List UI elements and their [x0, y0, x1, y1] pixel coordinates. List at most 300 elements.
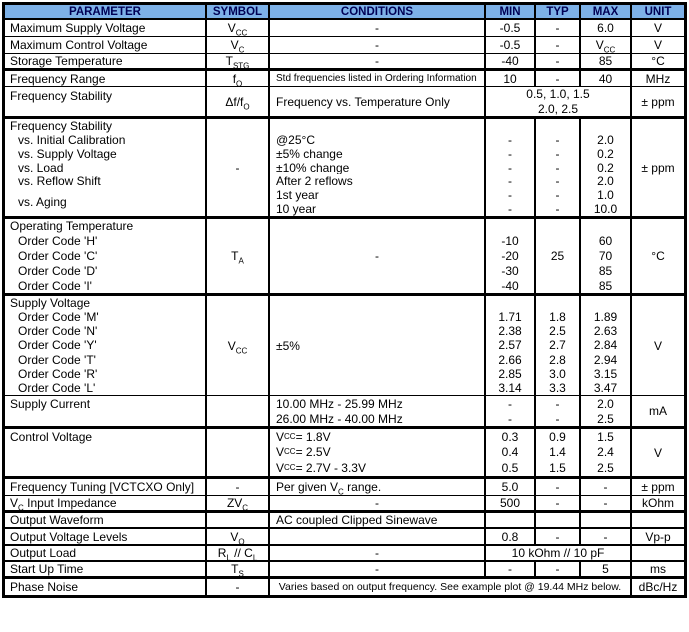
min-line: -30	[501, 263, 519, 278]
min-line: -20	[501, 248, 519, 263]
param-line: vs. Load	[18, 160, 64, 175]
param-label: Output Voltage Levels	[10, 529, 128, 544]
min-line: -	[508, 174, 512, 189]
typ-cell	[536, 513, 581, 527]
min-line: -	[508, 160, 512, 175]
symbol-sub: O	[243, 101, 250, 111]
param-cell	[5, 20, 207, 36]
symbol-cell	[207, 546, 270, 560]
unit-label: ± ppm	[641, 160, 675, 175]
unit-label: V	[653, 38, 662, 52]
min-cell	[486, 529, 536, 544]
unit-label: mA	[649, 404, 667, 418]
section-title: Operating Temperature	[10, 219, 134, 234]
cond-line: @25°C	[276, 132, 315, 147]
min-value: 500	[499, 496, 521, 510]
param-label: Supply Current	[10, 396, 91, 411]
max-cell	[581, 513, 632, 527]
typ-cell	[536, 479, 581, 495]
section-supply-voltage	[5, 296, 684, 396]
symbol-cell	[207, 496, 270, 510]
min-line: -	[508, 202, 512, 216]
row-max-control-voltage	[5, 37, 684, 54]
header-parameter	[5, 5, 207, 18]
param-label: Storage Temperature	[10, 54, 123, 68]
max-lines	[581, 296, 630, 395]
cond-line: V CC = 2.7V - 3.3V	[276, 461, 366, 476]
typ-value: -	[555, 496, 560, 510]
max-value: 40	[598, 71, 613, 86]
conditions-cell	[270, 87, 486, 116]
max-line: 1.89	[593, 310, 618, 325]
typ-cell	[536, 71, 581, 86]
max-value: 85	[598, 54, 613, 68]
stability-values-line2: 2.0, 2.5	[537, 101, 579, 116]
stability-values-line1: 0.5, 1.0, 1.5	[526, 87, 590, 102]
param-label: Output Waveform	[10, 513, 104, 527]
param-cell	[5, 429, 207, 476]
symbol-mid: // C	[230, 546, 253, 560]
max-cell	[581, 496, 632, 510]
param-line	[5, 460, 205, 476]
typ-cell	[536, 429, 581, 476]
min-line: -	[508, 188, 512, 203]
max-cell	[581, 479, 632, 495]
symbol-label	[231, 249, 244, 266]
typ-cell	[536, 496, 581, 510]
min-value: 5.0	[501, 480, 519, 494]
max-line	[581, 296, 630, 310]
unit-cell	[632, 219, 684, 293]
min-value: -40	[501, 54, 519, 68]
min-cell	[486, 396, 536, 426]
unit-cell	[632, 429, 684, 476]
max-cell	[581, 529, 632, 544]
typ-line	[536, 119, 579, 133]
conditions-cell	[270, 529, 486, 544]
unit-label: ms	[650, 562, 666, 576]
typ-line: 3.3	[549, 380, 566, 395]
unit-label: °C	[651, 54, 665, 68]
min-cell	[486, 119, 536, 216]
typ-line: 2.5	[549, 324, 566, 339]
unit-cell	[632, 479, 684, 495]
min-lines	[486, 429, 534, 476]
typ-line: -	[555, 202, 560, 216]
param-lines	[5, 429, 205, 476]
typ-value: 25	[550, 249, 565, 263]
param-rest: Input Impedance	[23, 496, 117, 510]
cond-sub: C	[338, 487, 344, 495]
row-output-voltage-levels	[5, 529, 684, 546]
typ-line: 1.8	[549, 310, 566, 325]
symbol-base: ZV	[226, 496, 243, 510]
symbol-label	[226, 54, 250, 68]
param-line: Order Code 'M'	[18, 310, 99, 325]
header-min-label: MIN	[499, 5, 521, 18]
conditions-label: -	[375, 496, 379, 510]
param-line: Order Code 'L'	[18, 380, 96, 395]
min-value: -0.5	[499, 21, 521, 35]
min-cell	[486, 37, 536, 53]
conditions-cell	[270, 219, 486, 293]
symbol-label: -	[235, 160, 240, 175]
header-unit	[632, 5, 684, 18]
symbol-label	[230, 530, 244, 544]
cond-line: ±5% change	[276, 146, 343, 161]
param-label: Frequency Tuning [VCTCXO Only]	[10, 480, 195, 494]
unit-label: ± ppm	[641, 94, 675, 109]
symbol-base: Δf/f	[225, 94, 244, 109]
param-cell	[5, 396, 207, 426]
conditions-label: -	[375, 249, 379, 263]
header-symbol-label: SYMBOL	[212, 5, 263, 18]
typ-value: -	[555, 21, 560, 35]
unit-cell	[632, 546, 684, 560]
unit-cell	[632, 496, 684, 510]
conditions-cell	[270, 20, 486, 36]
conditions-cell	[270, 119, 486, 216]
cond-line: 1st year	[276, 188, 319, 203]
cond-base: V	[276, 445, 285, 460]
header-typ	[536, 5, 581, 18]
header-max	[581, 5, 632, 18]
unit-label: dBc/Hz	[638, 580, 678, 594]
cond-line: ±10% change	[276, 160, 350, 175]
section-title: Frequency Stability	[10, 119, 113, 133]
param-line: Order Code 'H'	[18, 234, 98, 249]
symbol-cell	[207, 396, 270, 426]
min-cell	[486, 20, 536, 36]
param-cell	[5, 562, 207, 576]
typ-cell	[536, 219, 581, 293]
min-cell	[486, 429, 536, 476]
min-line: -10	[501, 234, 519, 249]
unit-cell	[632, 87, 684, 116]
typ-line: -	[555, 188, 560, 203]
min-value: -0.5	[499, 38, 521, 52]
param-cell	[5, 513, 207, 527]
typ-lines	[536, 396, 579, 426]
max-line: 85	[598, 278, 613, 293]
typ-line: 1.4	[549, 445, 566, 460]
min-value: 10	[503, 71, 517, 86]
param-lines	[5, 396, 205, 426]
symbol-base: T	[231, 249, 239, 263]
min-line	[486, 119, 534, 133]
max-value: -	[603, 529, 608, 544]
conditions-cell	[270, 546, 486, 560]
row-storage-temperature	[5, 54, 684, 71]
max-line: 2.0	[597, 396, 614, 411]
unit-cell	[632, 529, 684, 544]
conditions-cell	[270, 513, 486, 527]
param-label	[10, 496, 117, 510]
typ-line: -	[555, 411, 560, 426]
row-start-up-time	[5, 562, 684, 579]
unit-label: °C	[651, 249, 665, 263]
param-line: Order Code 'N'	[18, 324, 98, 339]
symbol-cell	[207, 562, 270, 576]
param-line	[5, 445, 205, 461]
max-value: 5	[602, 562, 609, 576]
header-conditions-label: CONDITIONS	[340, 5, 414, 18]
min-line: 0.5	[501, 461, 519, 476]
symbol-sub: CC	[235, 28, 248, 36]
param-cell	[5, 54, 207, 68]
param-line: vs. Supply Voltage	[18, 146, 117, 161]
condition-lines	[270, 429, 484, 476]
typ-cell	[536, 396, 581, 426]
max-line: 2.0	[597, 174, 614, 189]
cond-line: After 2 reflows	[276, 174, 353, 189]
header-symbol	[207, 5, 270, 18]
max-value: -	[603, 496, 608, 510]
conditions-cell	[270, 479, 486, 495]
symbol-sub: C	[242, 503, 249, 510]
symbol-cell	[207, 513, 270, 527]
min-line: -	[508, 132, 512, 147]
typ-cell	[536, 119, 581, 216]
conditions-cell	[270, 429, 486, 476]
min-line	[486, 219, 534, 234]
symbol-label	[231, 38, 245, 52]
section-title: Supply Voltage	[10, 296, 91, 311]
symbol-cell	[207, 71, 270, 86]
typ-line: -	[555, 132, 560, 147]
unit-cell	[632, 579, 684, 595]
max-line	[581, 119, 630, 133]
section-frequency-stability-vs	[5, 119, 684, 219]
param-cell	[5, 479, 207, 495]
min-line: 2.85	[498, 366, 522, 381]
max-line: 3.15	[593, 366, 618, 381]
max-cell	[581, 396, 632, 426]
param-base: V	[10, 496, 19, 510]
table-header-row	[5, 5, 684, 20]
max-line: 2.5	[597, 461, 614, 476]
cond-line: 10 year	[276, 202, 317, 216]
param-cell	[5, 579, 207, 595]
max-line	[581, 219, 630, 234]
cond-line: 10.00 MHz - 25.99 MHz	[276, 396, 403, 411]
max-line: 3.47	[593, 380, 618, 395]
cond-base: Per given V	[276, 480, 339, 494]
conditions-label: Varies based on output frequency. See example plot @ 19.44 MHz below.	[278, 581, 622, 593]
cond-line: V CC = 1.8V	[276, 429, 331, 444]
row-max-supply-voltage	[5, 20, 684, 37]
symbol-sub: O	[236, 78, 243, 86]
param-line: vs. Reflow Shift	[18, 174, 101, 189]
merged-value: 10 kOhm // 10 pF	[511, 546, 605, 560]
max-line: 1.0	[597, 188, 614, 203]
conditions-label	[276, 480, 381, 494]
min-line: -	[508, 146, 512, 161]
symbol-cell	[207, 54, 270, 68]
cond-line: V CC = 2.5V	[276, 445, 331, 460]
param-line: Order Code 'I'	[18, 278, 92, 293]
min-cell	[486, 513, 536, 527]
symbol-base: V	[227, 21, 236, 35]
max-cell	[581, 37, 632, 53]
param-cell	[5, 71, 207, 86]
max-lines	[581, 219, 630, 293]
header-max-label: MAX	[592, 5, 619, 18]
max-cell	[581, 54, 632, 68]
conditions-cell	[270, 54, 486, 68]
unit-cell	[632, 513, 684, 527]
section-operating-temperature	[5, 219, 684, 296]
min-value: -	[508, 562, 512, 576]
symbol-cell	[207, 219, 270, 293]
param-cell	[5, 219, 207, 293]
row-frequency-tuning	[5, 479, 684, 496]
conditions-label: ±5%	[276, 338, 300, 353]
unit-label: V	[653, 445, 662, 460]
max-cell	[581, 71, 632, 86]
min-line: 2.66	[498, 352, 522, 367]
param-label: Maximum Control Voltage	[10, 38, 148, 52]
symbol-label: -	[235, 580, 240, 594]
param-line: Order Code 'D'	[18, 263, 98, 278]
symbol-sub: A	[238, 256, 244, 266]
max-lines	[581, 119, 630, 216]
unit-label: Vp-p	[645, 529, 671, 544]
min-cell	[486, 296, 536, 395]
max-line: 0.2	[597, 160, 614, 175]
min-line: 3.14	[498, 380, 522, 395]
param-line: Order Code 'Y'	[18, 338, 97, 353]
max-cell	[581, 429, 632, 476]
symbol-cell	[207, 119, 270, 216]
row-output-load	[5, 546, 684, 562]
symbol-cell	[207, 37, 270, 53]
symbol-base: f	[232, 71, 237, 86]
conditions-label: AC coupled Clipped Sinewave	[276, 513, 438, 527]
conditions-label: Frequency vs. Temperature Only	[276, 94, 450, 109]
param-line	[5, 411, 205, 426]
max-cell	[581, 20, 632, 36]
typ-cell	[536, 529, 581, 544]
min-lines	[486, 296, 534, 395]
max-line: 2.0	[597, 132, 614, 147]
param-cell	[5, 296, 207, 395]
param-label: Start Up Time	[10, 562, 84, 576]
section-control-voltage	[5, 429, 684, 479]
symbol-label: -	[235, 480, 240, 494]
min-line: 0.3	[501, 429, 519, 444]
conditions-cell	[270, 37, 486, 53]
symbol-label	[218, 546, 258, 560]
header-unit-label: UNIT	[644, 5, 672, 18]
unit-label: V	[653, 21, 662, 35]
max-lines	[581, 396, 630, 426]
conditions-cell	[270, 71, 486, 86]
typ-cell	[536, 20, 581, 36]
conditions-label: -	[375, 38, 379, 52]
symbol-label	[231, 562, 244, 576]
typ-value: -	[555, 38, 560, 52]
max-value: 6.0	[597, 21, 614, 35]
symbol-sub: STG	[232, 61, 250, 68]
symbol-cell	[207, 87, 270, 116]
unit-cell	[632, 37, 684, 53]
typ-value: -	[555, 562, 560, 576]
conditions-label: -	[375, 54, 379, 68]
header-conditions	[270, 5, 486, 18]
typ-value: -	[555, 54, 560, 68]
merged-conditions-cell	[270, 579, 632, 595]
min-cell	[486, 496, 536, 510]
condition-lines	[270, 119, 484, 216]
unit-label: MHz	[645, 71, 671, 86]
conditions-label: -	[375, 562, 379, 576]
min-line: 2.38	[498, 324, 522, 339]
row-frequency-range	[5, 71, 684, 87]
conditions-cell	[270, 496, 486, 510]
symbol-base: V	[230, 38, 239, 52]
param-cell	[5, 119, 207, 216]
unit-label: ± ppm	[641, 480, 675, 494]
typ-line: 2.8	[549, 352, 566, 367]
param-cell	[5, 87, 207, 116]
cond-base: V	[276, 429, 285, 444]
conditions-label: -	[375, 21, 379, 35]
min-value: 0.8	[501, 529, 519, 544]
condition-lines	[270, 396, 484, 426]
param-line: Order Code 'C'	[18, 248, 98, 263]
param-lines	[5, 296, 205, 395]
conditions-cell	[270, 562, 486, 576]
symbol-cell	[207, 479, 270, 495]
param-lines	[5, 219, 205, 293]
param-line: vs. Aging	[18, 195, 67, 210]
param-label: Maximum Supply Voltage	[10, 21, 146, 35]
cond-rest: range.	[343, 480, 382, 494]
typ-line: 0.9	[549, 429, 566, 444]
param-label: Phase Noise	[10, 580, 79, 594]
typ-line: -	[555, 396, 560, 411]
section-supply-current	[5, 396, 684, 429]
min-cell	[486, 54, 536, 68]
conditions-cell	[270, 396, 486, 426]
symbol-cell	[207, 296, 270, 395]
header-min	[486, 5, 536, 18]
symbol-base: R	[217, 546, 227, 560]
unit-label: kOhm	[641, 496, 674, 510]
typ-cell	[536, 296, 581, 395]
symbol-sub: S	[238, 569, 244, 576]
symbol-sub: L	[252, 553, 258, 560]
conditions-label: -	[375, 546, 379, 560]
min-cell	[486, 219, 536, 293]
param-label: Control Voltage	[10, 429, 93, 444]
param-line: Order Code 'T'	[18, 352, 96, 367]
cond-rest: = 2.7V - 3.3V	[295, 461, 366, 476]
min-lines	[486, 219, 534, 293]
symbol-sub: C	[238, 45, 245, 53]
max-line: 2.4	[597, 445, 614, 460]
min-line	[486, 296, 534, 310]
unit-cell	[632, 54, 684, 68]
unit-cell	[632, 562, 684, 576]
typ-line: 3.0	[549, 366, 566, 381]
typ-line: -	[555, 146, 560, 161]
conditions-label: Std frequencies listed in Ordering Information	[276, 73, 477, 84]
param-cell	[5, 496, 207, 510]
max-sub: CC	[603, 45, 616, 53]
symbol-cell	[207, 20, 270, 36]
